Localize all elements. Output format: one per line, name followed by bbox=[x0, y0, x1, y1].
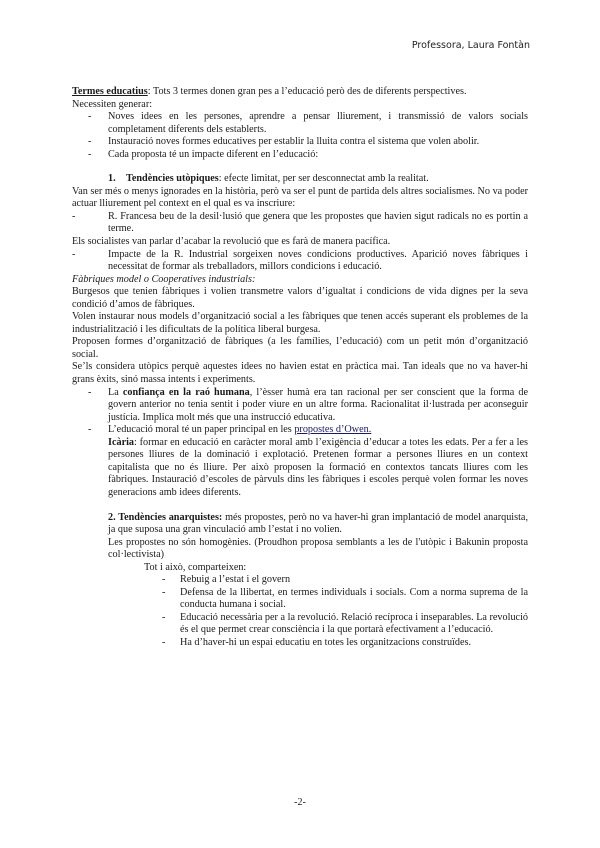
section2-list-item: - Rebuig a l’estat i el govern bbox=[162, 574, 528, 587]
section1-number: 1. bbox=[108, 173, 116, 185]
section2-title-rest: més propostes, però no va haver-hi gran implantació de model anarquista, ja que suposa una gran vinculació amb l’estat i no volien. bbox=[108, 511, 528, 536]
bullet2-pre: L’educació moral té un paper principal en les bbox=[108, 424, 295, 436]
section1-heading bbox=[72, 173, 528, 186]
intro-list-item: - Cada proposta té un impacte diferent en l’educació: bbox=[72, 149, 528, 162]
section1-title-rest: : efecte limitat, per ser desconnectat amb la realitat. bbox=[218, 173, 429, 185]
section2-p1: Les propostes no són homogènies. (Proudhon proposa semblants a les de l'utòpic i Bakunin proposta col·lectivista) bbox=[108, 536, 528, 561]
intro-list-item: - Noves idees en les persones, aprendre a pensar lliurement, i transmissió de valors socials completament diferents dels establerts. bbox=[72, 111, 528, 136]
section1-bullet2 bbox=[72, 424, 528, 437]
intro-line2: Necessiten generar: bbox=[72, 98, 153, 110]
section1-dash1: - R. Francesa beu de la desil·lusió que genera que les propostes que havien sigut radicals no es portin a terme. bbox=[72, 211, 528, 236]
section2-heading bbox=[72, 512, 528, 537]
section1-p5: Proposen formes d’organització de fàbriques (a les famílies, l’educació) com un petit món d’organització social. bbox=[72, 336, 528, 360]
section1-italic-heading: Fàbriques model o Cooperatives industrials: bbox=[72, 273, 256, 285]
section2-list bbox=[162, 574, 528, 649]
bullet1-rest: , l’èsser humà era tan racional per ser conscient que la forma de govern anterior no tenia sentit i poder viure en un altre forma. Racionalitat il·lustrada per aconseguir justícia. Implica molt més que una instrucció educativa. bbox=[108, 386, 528, 423]
section1-dash2: - Impacte de la R. Industrial sorgeixen noves condicions productives. Aparició noves fàbriques i necessitat de formar als treballadors, millors condicions i educació. bbox=[72, 249, 528, 274]
intro-paragraph bbox=[72, 86, 528, 99]
section2-title: 2. Tendències anarquistes: bbox=[108, 511, 223, 523]
owen-link[interactable]: propostes d’Owen. bbox=[294, 424, 372, 436]
section2-tot: Tot i això, comparteixen: bbox=[144, 561, 247, 573]
bullet1-pre: La bbox=[108, 386, 123, 398]
icaria-text: : formar en educació en caràcter moral amb l’exigència d’educar a totes les edats. Per a fer a les persones lliures de la dominació i explotació. Pretenen formar a persones lliures en un context capitalista que no és lliure. Per això proposen la formació en contextos tancats lliures com les fàbriques. Instauració d’escoles de pàrvuls dins les fàbriques i escoles perquè volen formar les noves generacions amb idees diferents. bbox=[108, 436, 528, 498]
icaria-label: Icària bbox=[108, 436, 135, 448]
section1-p2: Els socialistes van parlar d’acabar la revolució que es farà de manera pacífica. bbox=[72, 236, 391, 248]
intro-list-item: - Instauració noves formes educatives per establir la lluita contra el sistema que volen abolir. bbox=[72, 136, 528, 149]
section1-title: Tendències utòpiques bbox=[126, 173, 219, 185]
page-header-author: Professora, Laura Fontàn bbox=[411, 40, 530, 51]
bullet1-bold: confiança en la raó humana bbox=[122, 386, 250, 398]
section2-list-item: - Defensa de la llibertat, en termes individuals i socials. Com a norma suprema de la conducta humana i social. bbox=[162, 587, 528, 612]
intro-text: : Tots 3 termes donen gran pes a l’educació però des de diferents perspectives. bbox=[147, 86, 467, 97]
section2-list-item: - Ha d’haver-hi un espai educatiu en totes les organitzacions construïdes. bbox=[162, 637, 528, 650]
section2-list-item: - Educació necessària per a la revolució. Relació recíproca i inseparables. La revolució és el que permet crear consciència i la que portarà efectivament a l’educació. bbox=[162, 612, 528, 637]
page-number: -2- bbox=[294, 797, 306, 808]
section1-list bbox=[72, 387, 528, 437]
section1-p6: Se’ls considera utòpics perquè aquestes idees no havien estat en pràctica mai. Tan ideals que no va haver-hi grans èxits, sinó massa intents i experiments. bbox=[72, 361, 528, 386]
section1-p1: Van ser més o menys ignorades en la història, però va ser el punt de partida dels altres socialismes. No va poder actuar lliurement pel context en el qual es va inscriure: bbox=[72, 185, 528, 210]
section1-p3: Burgesos que tenien fàbriques i volien transmetre valors d’igualtat i condicions de vida dignes per la seva condició d’amos de fàbriques. bbox=[72, 286, 528, 310]
intro-list bbox=[72, 111, 528, 161]
section1-bullet1 bbox=[72, 387, 528, 425]
intro-term: Termes educatius bbox=[72, 86, 148, 97]
icaria-paragraph bbox=[72, 437, 528, 500]
document-body bbox=[72, 86, 528, 650]
section1-p4: Volen instaurar nous models d’organització social a les fàbriques que tenen accés superant els problemes de la industrialització i les dificultats de la política liberal burgesa. bbox=[72, 311, 528, 335]
